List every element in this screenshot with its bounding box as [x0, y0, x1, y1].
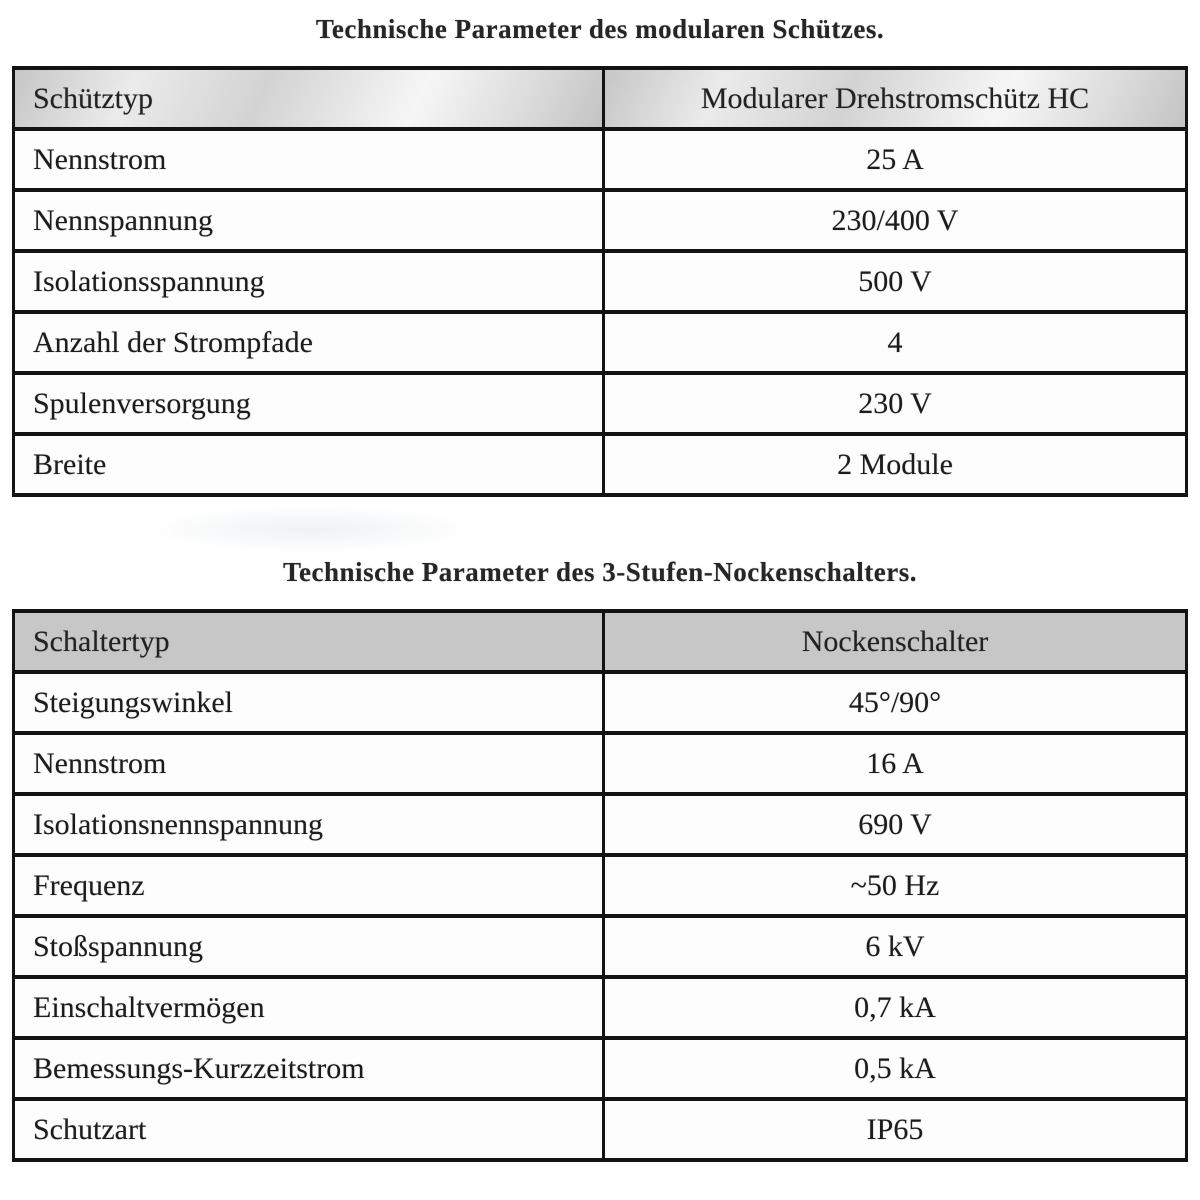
param-value: 500 V [604, 251, 1187, 312]
table-row [14, 373, 1187, 434]
table-row [14, 1099, 1187, 1160]
header-cell-contactor-name: Modularer Drehstromschütz HC [604, 68, 1187, 129]
param-label: Spulenversorgung [14, 373, 604, 434]
param-label: Steigungswinkel [14, 672, 604, 733]
table-row [14, 855, 1187, 916]
cam-switch-table-title: Technische Parameter des 3-Stufen-Nockenschalters. [283, 557, 917, 587]
scan-smudge-artifact [140, 505, 480, 553]
table-header-row [14, 611, 1187, 672]
cam-switch-parameters-table [12, 609, 1188, 1162]
header-cell-schaltertyp: Schaltertyp [14, 611, 604, 672]
param-value: 690 V [604, 794, 1187, 855]
table-row [14, 733, 1187, 794]
param-value: 45°/90° [604, 672, 1187, 733]
header-cell-switch-name: Nockenschalter [604, 611, 1187, 672]
param-value: 25 A [604, 129, 1187, 190]
table-row [14, 434, 1187, 495]
param-label: Einschaltvermögen [14, 977, 604, 1038]
param-value: 2 Module [604, 434, 1187, 495]
table-row [14, 190, 1187, 251]
param-value: 0,7 kA [604, 977, 1187, 1038]
contactor-table-title: Technische Parameter des modularen Schützes. [315, 14, 885, 44]
param-label: Nennstrom [14, 733, 604, 794]
param-value: 16 A [604, 733, 1187, 794]
param-label: Nennstrom [14, 129, 604, 190]
param-value: 0,5 kA [604, 1038, 1187, 1099]
param-label: Schutzart [14, 1099, 604, 1160]
param-value: 230 V [604, 373, 1187, 434]
contactor-parameters-table [12, 66, 1188, 497]
table-row [14, 916, 1187, 977]
param-label: Anzahl der Strompfade [14, 312, 604, 373]
param-label: Bemessungs-Kurzzeitstrom [14, 1038, 604, 1099]
param-value: IP65 [604, 1099, 1187, 1160]
table-row [14, 312, 1187, 373]
param-value: 4 [604, 312, 1187, 373]
header-cell-schuetztyp: Schütztyp [14, 68, 604, 129]
table-header-row [14, 68, 1187, 129]
table-row [14, 1038, 1187, 1099]
param-value: ~50 Hz [604, 855, 1187, 916]
table-row [14, 672, 1187, 733]
table-row [14, 129, 1187, 190]
param-label: Isolationsnennspannung [14, 794, 604, 855]
param-label: Stoßspannung [14, 916, 604, 977]
param-value: 230/400 V [604, 190, 1187, 251]
param-label: Breite [14, 434, 604, 495]
param-label: Isolationsspannung [14, 251, 604, 312]
param-label: Nennspannung [14, 190, 604, 251]
param-value: 6 kV [604, 916, 1187, 977]
table-row [14, 251, 1187, 312]
table-row [14, 977, 1187, 1038]
param-label: Frequenz [14, 855, 604, 916]
table-row [14, 794, 1187, 855]
